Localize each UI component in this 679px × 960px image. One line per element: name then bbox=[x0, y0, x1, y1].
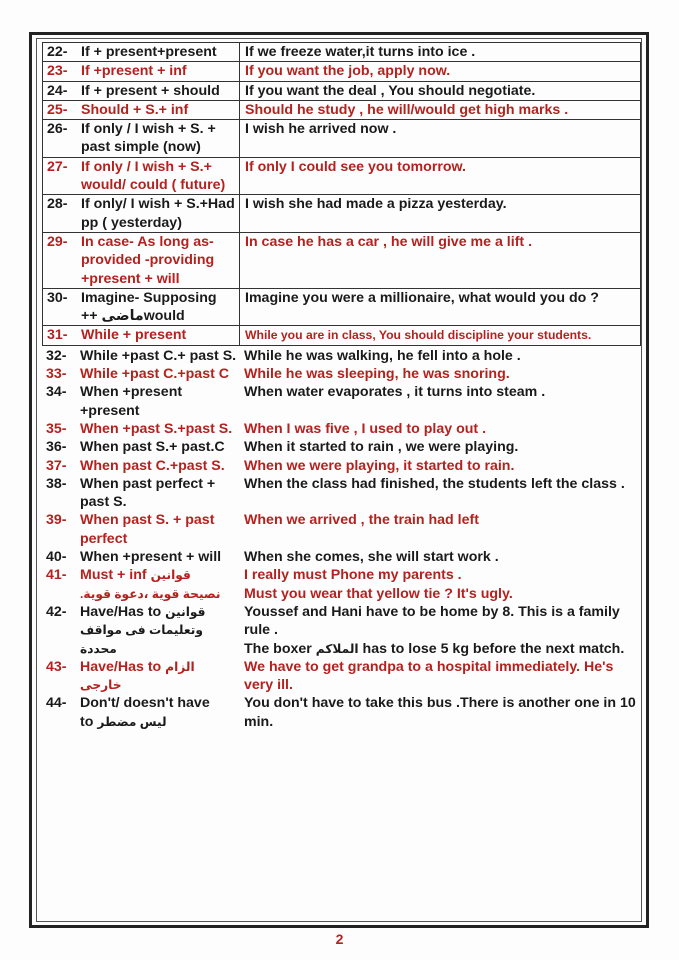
row-number: 37- bbox=[46, 457, 67, 474]
row-number: 34- bbox=[46, 384, 67, 401]
rule-plus: ++ bbox=[81, 308, 98, 325]
arabic-note: قوانين bbox=[150, 568, 191, 583]
row-number: 27- bbox=[47, 158, 68, 175]
example-text bbox=[239, 566, 641, 603]
list-row bbox=[42, 457, 641, 475]
row-number: 39- bbox=[46, 512, 67, 529]
rule-line-1: Don't/ doesn't have bbox=[80, 695, 210, 712]
example-text: If you want the deal , You should negotiate. bbox=[245, 82, 536, 99]
row-number: 30- bbox=[47, 289, 68, 306]
example-text: When I was five , I used to play out . bbox=[244, 420, 487, 437]
rule-text: When +present + will bbox=[80, 549, 222, 566]
row-number: 33- bbox=[46, 366, 67, 383]
example-text: When the class had finished, the students left the class . bbox=[244, 475, 625, 492]
example-text: We have to get grandpa to a hospital immediately. He's very ill. bbox=[244, 658, 614, 694]
list-row bbox=[42, 347, 641, 365]
rule-text bbox=[81, 289, 237, 326]
arabic-note: ليس مضطر bbox=[97, 714, 167, 729]
example-line: The boxer bbox=[244, 640, 312, 657]
table-row bbox=[42, 158, 641, 196]
rule-text: When past perfect + past S. bbox=[80, 475, 216, 511]
example-text: When water evaporates , it turns into steam . bbox=[244, 384, 546, 401]
list-row bbox=[42, 438, 641, 456]
list-row bbox=[42, 694, 641, 731]
rule-main: Have/Has to bbox=[80, 658, 162, 675]
example-text: Should he study , he will/would get high marks . bbox=[245, 101, 569, 118]
rule-would: would bbox=[143, 308, 185, 325]
rule-text: When past S.+ past.C bbox=[80, 439, 225, 456]
example-line: Youssef and Hani have to be home by 8. This is a family rule . bbox=[244, 603, 620, 639]
list-row bbox=[42, 383, 641, 420]
list-row bbox=[42, 566, 641, 603]
rule-text: Should + S.+ inf bbox=[81, 101, 189, 118]
table-row bbox=[42, 233, 641, 289]
list-row bbox=[42, 365, 641, 383]
rule-text: If + present + should bbox=[81, 82, 220, 99]
list-row bbox=[42, 511, 641, 548]
arabic-note: ماضى bbox=[101, 308, 144, 325]
rule-main: Have/Has to bbox=[80, 603, 162, 620]
arabic-note: قوانين bbox=[165, 604, 206, 619]
table-row bbox=[42, 62, 641, 81]
row-number: 35- bbox=[46, 420, 67, 437]
row-number: 24- bbox=[47, 82, 68, 99]
example-line: I really must Phone my parents . bbox=[244, 567, 462, 584]
rule-text: If + present+present bbox=[81, 44, 217, 60]
rule-text: While +past C.+ past S. bbox=[80, 347, 237, 364]
rule-main: Must + inf bbox=[80, 567, 147, 584]
row-number: 23- bbox=[47, 63, 68, 80]
list-row bbox=[42, 475, 641, 512]
example-text: If you want the job, apply now. bbox=[245, 63, 451, 80]
arabic-note: الملاكم bbox=[315, 641, 359, 656]
rule-text: If +present + inf bbox=[81, 63, 187, 80]
table-row bbox=[42, 326, 641, 345]
grammar-rules-table bbox=[42, 42, 641, 731]
arabic-note: نصيحة قوية ،دعوة قوية. bbox=[80, 586, 221, 601]
page-number: 2 bbox=[335, 931, 344, 947]
row-number: 32- bbox=[46, 347, 67, 364]
list-row bbox=[42, 603, 641, 658]
example-text: When we arrived , the train had left bbox=[244, 512, 479, 529]
rule-text: When past C.+past S. bbox=[80, 457, 225, 474]
row-number: 42- bbox=[46, 603, 67, 620]
table-row bbox=[42, 101, 641, 120]
list-row bbox=[42, 548, 641, 566]
table-row bbox=[42, 195, 641, 233]
row-number: 41- bbox=[46, 567, 67, 584]
row-number: 36- bbox=[46, 439, 67, 456]
example-text: Imagine you were a millionaire, what would you do ? bbox=[245, 289, 599, 306]
rule-text: While + present bbox=[81, 327, 187, 344]
example-line: Must you wear that yellow tie ? It's ugly. bbox=[244, 585, 513, 602]
rule-text: When +past S.+past S. bbox=[80, 420, 233, 437]
row-number: 31- bbox=[47, 327, 68, 344]
example-text bbox=[239, 603, 641, 658]
example-text: If only I could see you tomorrow. bbox=[245, 158, 466, 175]
table-row bbox=[42, 82, 641, 101]
rule-text bbox=[80, 566, 237, 603]
rule-text: While +past C.+past C bbox=[80, 366, 230, 383]
rule-line-1: Imagine- Supposing bbox=[81, 289, 217, 306]
example-text: You don't have to take this bus .There is another one in 10 min. bbox=[244, 695, 636, 730]
rule-text: In case- As long as- provided -providing +present + will bbox=[81, 233, 215, 287]
example-text: I wish he arrived now . bbox=[245, 121, 397, 138]
table-row bbox=[42, 42, 641, 62]
example-text: I wish she had made a pizza yesterday. bbox=[245, 196, 507, 213]
row-number: 40- bbox=[46, 549, 67, 566]
rule-text: If only / I wish + S.+ would/ could ( future) bbox=[81, 158, 226, 194]
arabic-note: الزام bbox=[165, 659, 195, 674]
row-number: 25- bbox=[47, 101, 68, 118]
row-number: 38- bbox=[46, 475, 67, 492]
example-text: While he was sleeping, he was snoring. bbox=[244, 366, 510, 383]
rule-text: If only / I wish + S. + past simple (now) bbox=[81, 121, 216, 156]
row-number: 28- bbox=[47, 196, 68, 213]
table-row bbox=[42, 120, 641, 158]
rule-text bbox=[80, 658, 237, 695]
example-text: When we were playing, it started to rain. bbox=[244, 457, 515, 474]
rule-text: If only/ I wish + S.+Had pp ( yesterday) bbox=[81, 196, 235, 231]
rule-text bbox=[80, 603, 237, 658]
row-number: 26- bbox=[47, 121, 68, 138]
rule-text: When +present +present bbox=[80, 384, 183, 419]
table-row bbox=[42, 289, 641, 327]
example-text: If we freeze water,it turns into ice . bbox=[245, 44, 476, 60]
row-number: 44- bbox=[46, 695, 67, 712]
row-number: 29- bbox=[47, 233, 68, 250]
example-text: While you are in class, You should discipline your students. bbox=[245, 328, 592, 343]
rule-text: When past S. + past perfect bbox=[80, 512, 215, 547]
rule-line-2: to bbox=[80, 713, 94, 730]
example-text: When she comes, she will start work . bbox=[244, 549, 499, 566]
rule-text bbox=[80, 694, 237, 731]
example-line: has to lose 5 kg before the next match. bbox=[362, 640, 625, 657]
row-number: 22- bbox=[47, 44, 68, 60]
row-number: 43- bbox=[46, 658, 67, 675]
example-text: While he was walking, he fell into a hole . bbox=[244, 347, 521, 364]
arabic-note: خارجى bbox=[80, 678, 122, 693]
list-row bbox=[42, 658, 641, 695]
example-text: In case he has a car , he will give me a lift . bbox=[245, 233, 533, 250]
example-text: When it started to rain , we were playing. bbox=[244, 439, 519, 456]
arabic-note: وتعليمات فى مواقف محددة bbox=[80, 623, 203, 656]
list-row bbox=[42, 420, 641, 438]
